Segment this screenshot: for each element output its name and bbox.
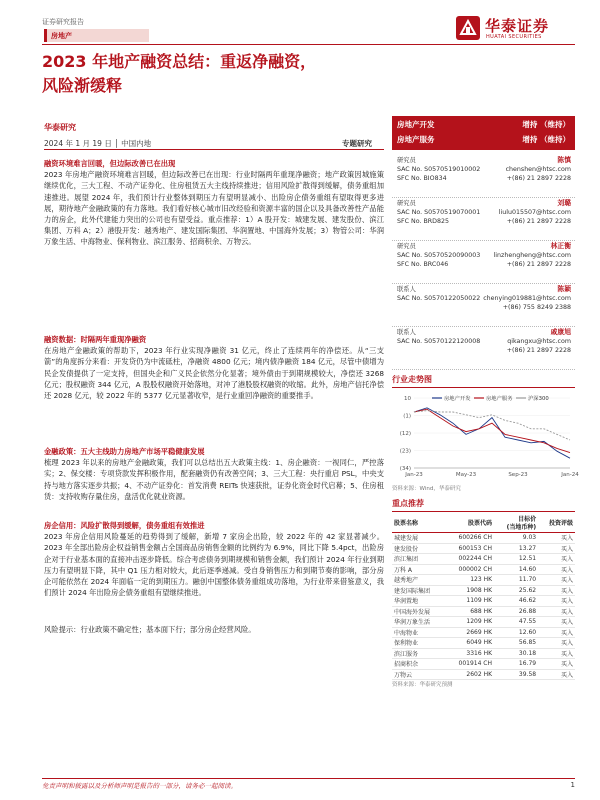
- cell-target: 39.58: [494, 669, 538, 680]
- cell-name: 城建发展: [392, 533, 445, 544]
- analyst-sac: SAC No. S0570122050022: [397, 295, 481, 302]
- paragraph-heading: 融资数据：时隔两年重现净融资: [44, 335, 147, 344]
- cell-name: 越秀地产: [392, 575, 445, 586]
- table-row: [392, 564, 575, 575]
- logo-text-en: HUATAI SECURITIES: [486, 34, 542, 40]
- analyst-card: [392, 242, 575, 284]
- cell-rating: 买入: [538, 627, 575, 638]
- cell-name: 保利物业: [392, 638, 445, 649]
- analyst-sfc: SFC No. BRD825: [397, 218, 450, 225]
- cell-target: 25.62: [494, 585, 538, 596]
- cell-target: 47.55: [494, 617, 538, 628]
- cell-target: 16.79: [494, 659, 538, 670]
- title-line-2: 风险渐缓释: [42, 76, 123, 95]
- y-tick-label: 10: [404, 396, 411, 402]
- analyst-sfc: SFC No. BRC046: [397, 261, 449, 268]
- col-header-rating: 投资评级: [538, 516, 575, 533]
- cell-code: 1109 HK: [445, 596, 494, 607]
- analyst-sac: SAC No. S0570122120008: [397, 338, 481, 345]
- table-row: [392, 659, 575, 670]
- analyst-phone: +(86) 755 8249 2388: [502, 304, 571, 311]
- analyst-card: [392, 156, 575, 198]
- cell-code: 1908 HK: [445, 585, 494, 596]
- contact-card: [392, 328, 575, 370]
- x-tick-label: May-23: [455, 472, 477, 478]
- paragraph-heading: 房企信用：风险扩散得到缓解，债务重组有效推进: [44, 521, 205, 530]
- cell-rating: 买入: [538, 575, 575, 586]
- cell-rating: 买入: [538, 659, 575, 670]
- rating-sector: 房地产开发: [397, 120, 435, 129]
- analyst-name: 戚康旭: [550, 328, 571, 336]
- analyst-name: 陈颖: [557, 285, 571, 293]
- analyst-phone: +(86) 21 2897 2228: [506, 218, 571, 225]
- cell-target: 9.03: [494, 533, 538, 544]
- cell-name: 滨江服务: [392, 648, 445, 659]
- cell-code: 600266 CH: [445, 533, 494, 544]
- col-header-target: 目标价 (当地币种): [494, 516, 538, 533]
- col-header-code: 股票代码: [445, 516, 494, 533]
- paragraph-heading: 金融政策：五大主线助力房地产市场平稳健康发展: [44, 447, 205, 456]
- cell-code: 3316 HK: [445, 648, 494, 659]
- x-tick-label: Jan-24: [561, 472, 579, 478]
- y-tick-label: (1): [403, 413, 411, 420]
- cell-code: 2602 HK: [445, 669, 494, 680]
- analyst-email: linzhengheng@htsc.com: [493, 252, 571, 259]
- table-row: [392, 575, 575, 586]
- cell-name: 万科 A: [392, 564, 445, 575]
- analyst-email: chenying019881@htsc.com: [483, 295, 571, 302]
- col-header-name: 股票名称: [392, 516, 445, 533]
- cell-rating: 买入: [538, 543, 575, 554]
- table-row: [392, 606, 575, 617]
- cell-name: 建发股份: [392, 543, 445, 554]
- analyst-phone: +(86) 21 2897 2228: [506, 261, 571, 268]
- analyst-name: 刘璐: [557, 199, 571, 207]
- analyst-sfc: SFC No. BIO834: [397, 175, 447, 182]
- stocks-section-title: 重点推荐: [392, 498, 575, 512]
- x-tick-label: Jan-23: [405, 472, 423, 478]
- company-logo: [455, 12, 575, 46]
- cell-rating: 买入: [538, 533, 575, 544]
- date-region: 2024 年 1 月 19 日 │ 中国内地: [44, 139, 152, 148]
- cell-target: 12.60: [494, 627, 538, 638]
- cell-rating: 买入: [538, 669, 575, 680]
- cell-target: 26.88: [494, 606, 538, 617]
- table-row: [392, 596, 575, 607]
- cell-rating: 买入: [538, 638, 575, 649]
- analyst-sac: SAC No. S0570519070001: [397, 209, 481, 216]
- analyst-phone: +(86) 21 2897 2228: [506, 175, 571, 182]
- cell-code: 6049 HK: [445, 638, 494, 649]
- report-title: [42, 50, 422, 98]
- cell-rating: 买入: [538, 648, 575, 659]
- org-name: 华泰研究: [44, 123, 76, 132]
- cell-target: 11.70: [494, 575, 538, 586]
- table-row: [392, 585, 575, 596]
- analyst-sac: SAC No. S0570519010002: [397, 166, 481, 173]
- chart-source: 资料来源：Wind，华泰研究: [392, 486, 461, 492]
- analyst-role: 研究员: [397, 243, 416, 250]
- cell-target: 13.27: [494, 543, 538, 554]
- contact-card: [392, 285, 575, 327]
- y-tick-label: (34): [399, 466, 411, 472]
- table-row: [392, 627, 575, 638]
- cell-rating: 买入: [538, 554, 575, 565]
- cell-code: 123 HK: [445, 575, 494, 586]
- logo-text-cn: 华泰证券: [485, 17, 550, 35]
- cell-code: 688 HK: [445, 606, 494, 617]
- paragraph-text: 梳理 2023 年以来的房地产金融政策，我们可以总结出五大政策主线：1、房企融资：一视同仁，严控落实；2、保交楼：专项贷款发挥积极作用，配套融资仍有改善空间；3、三大工程：央行重启 PSL，中央支持与地方落实逐步共振；4、不动产证券化：首发消费 REITs 快速获批，证券化资金时代启幕；5、住房租赁：支持收购存量住房，盘活优化就业资源。: [44, 458, 384, 501]
- x-tick-label: Sep-23: [508, 472, 528, 478]
- cell-name: 建发国际集团: [392, 585, 445, 596]
- rating-value: 增持 （维持）: [522, 135, 570, 144]
- cell-rating: 买入: [538, 617, 575, 628]
- table-row: [392, 669, 575, 680]
- cell-rating: 买入: [538, 564, 575, 575]
- paragraph-heading: 融资环境难言回暖，但边际改善已在出现: [44, 159, 176, 168]
- table-row: [392, 638, 575, 649]
- y-tick-label: (23): [399, 448, 411, 455]
- analyst-email: chenshen@htsc.com: [505, 166, 571, 173]
- cell-target: 12.51: [494, 554, 538, 565]
- cell-target: 30.18: [494, 648, 538, 659]
- cell-name: 招商积余: [392, 659, 445, 670]
- rating-box: [392, 116, 575, 150]
- cell-target: 46.62: [494, 596, 538, 607]
- risk-text: 风险提示：行业政策不确定性；基本面下行；部分房企经营风险。: [44, 625, 256, 634]
- doc-type: 证券研究报告: [42, 18, 84, 26]
- report-type: 专题研究: [342, 139, 372, 148]
- rating-row: [397, 134, 570, 148]
- paragraph-2: [44, 334, 384, 401]
- disclaimer: 免责声明和披露以及分析师声明是报告的一部分，请务必一起阅读。: [42, 782, 237, 790]
- cell-code: 2669 HK: [445, 627, 494, 638]
- analyst-card: [392, 199, 575, 241]
- cell-target: 56.85: [494, 638, 538, 649]
- cell-code: 1209 HK: [445, 617, 494, 628]
- table-row: [392, 554, 575, 565]
- footer-divider: [42, 778, 575, 779]
- paragraph-text: 2023 年房企信用风险蔓延的趋势得到了缓解，新增 7 家房企出险，较 2022 年的 42 家显著减少。2023 年全部出险房企权益销售金额占全国商品房销售金额的比例约为 6.9%，同比下降 5.4pct，出险房企对于行业基本面的直接冲击逐步降低。综合考虑债务到期规模和销售金额，我们预计 2024 年行业到期压力有望明显下降，其中 Q1 压力相对较大，此后逐季递减。受自身销售压力和到期节奏的影响，部分房企可能依然在 2024 年面临一定的到期压力。融创中国整体债务重组成功落地，为行业带来借鉴意义，我们预计 2024 年出险房企债务重组有望继续推进。: [44, 532, 384, 598]
- series-line-2: [414, 411, 570, 440]
- analyst-email: qikangxu@htsc.com: [507, 338, 571, 345]
- legend-label: 沪深300: [528, 396, 549, 402]
- section-tag: 房地产: [44, 29, 149, 42]
- analyst-role: 联系人: [397, 286, 416, 293]
- industry-trend-chart: [392, 392, 579, 482]
- chart-section-title: 行业走势图: [392, 374, 575, 388]
- cell-code: 600153 CH: [445, 543, 494, 554]
- analyst-role: 联系人: [397, 329, 416, 336]
- cell-name: 华润置地: [392, 596, 445, 607]
- cell-code: 001914 CH: [445, 659, 494, 670]
- analyst-sac: SAC No. S0570520090003: [397, 252, 481, 259]
- rating-sector: 房地产服务: [397, 135, 435, 144]
- paragraph-text: 2023 年房地产融资环境难言回暖，但边际改善已在出现：行业时隔两年重现净融资；地产政策因城施策继续优化，三大工程、不动产证券化、住房租赁五大主线持续推进；信用风险扩散得到缓解，债务重组加速推进。展望 2024 年，我们预计行业整体到期压力有望明显减小、出险房企债务重组有望取得更多进展，期待地产金融政策的有力落地。我们看好核心城市旧改经验和资源丰富的国企以及具备改善性产品能力的房企，此外代建能力突出的公司也有望受益。重点推荐：1）A 股开发：城建发展、建发股份、滨江集团、万科 A；2）港股开发：越秀地产、建发国际集团、华润置地、中国海外发展；3）物管公司：华润万象生活、中海物业、保利物业、滨江服务、招商积余、万物云。: [44, 170, 384, 247]
- table-row: [392, 533, 575, 544]
- page-number: 1: [570, 781, 575, 789]
- header-divider: [42, 44, 575, 45]
- paragraph-text: 在房地产金融政策的帮助下，2023 年行业实现净融资 31 亿元，终止了连续两年的净偿还。从“三支箭”的角度拆分来看：开发贷仍为中流砥柱，净融资 4800 亿元；境内债净融资 184 亿元，尽管中债增为民企发债提供了一定支持，但国央企和广义民企依然分化显著；境外债由于到期规模较大，净偿还 3268 亿元；股权融资 344 亿元，A 股股权融资开始落地，对冲了港股股权融资的收缩。此外，房地产信托净偿还 2028 亿元，较 2022 年的 5377 亿元显著收窄，是行业重回净融资的重要推手。: [44, 346, 384, 401]
- cell-name: 华润万象生活: [392, 617, 445, 628]
- cell-rating: 买入: [538, 606, 575, 617]
- meta-line: [44, 138, 384, 150]
- analyst-email: liulu015507@htsc.com: [498, 209, 571, 216]
- analyst-role: 研究员: [397, 200, 416, 207]
- table-header-row: [392, 516, 575, 533]
- risk-note: [44, 624, 384, 635]
- cell-code: 000002 CH: [445, 564, 494, 575]
- paragraph-1: [44, 158, 384, 248]
- table-row: [392, 543, 575, 554]
- y-tick-label: (12): [399, 431, 411, 437]
- analyst-name: 林正衡: [550, 242, 571, 250]
- rating-row: [397, 119, 570, 133]
- analyst-role: 研究员: [397, 157, 416, 164]
- logo-mark-icon: [455, 15, 481, 41]
- cell-rating: 买入: [538, 585, 575, 596]
- analyst-name: 陈慎: [557, 156, 571, 164]
- cell-name: 万物云: [392, 669, 445, 680]
- stocks-table: [392, 516, 575, 680]
- cell-name: 滨江集团: [392, 554, 445, 565]
- cell-name: 中国海外发展: [392, 606, 445, 617]
- stocks-source: 资料来源：华泰研究预测: [392, 682, 453, 688]
- paragraph-4: [44, 520, 384, 598]
- cell-rating: 买入: [538, 596, 575, 607]
- table-row: [392, 648, 575, 659]
- rating-value: 增持 （维持）: [522, 120, 570, 129]
- legend-label: 房地产开发: [444, 396, 471, 402]
- paragraph-3: [44, 446, 384, 502]
- table-row: [392, 617, 575, 628]
- analyst-phone: +(86) 21 2897 2228: [506, 347, 571, 354]
- title-line-1: 2023 年地产融资总结：重返净融资，: [42, 52, 317, 71]
- cell-code: 002244 CH: [445, 554, 494, 565]
- legend-label: 房地产服务: [486, 396, 513, 402]
- cell-target: 14.60: [494, 564, 538, 575]
- cell-name: 中海物业: [392, 627, 445, 638]
